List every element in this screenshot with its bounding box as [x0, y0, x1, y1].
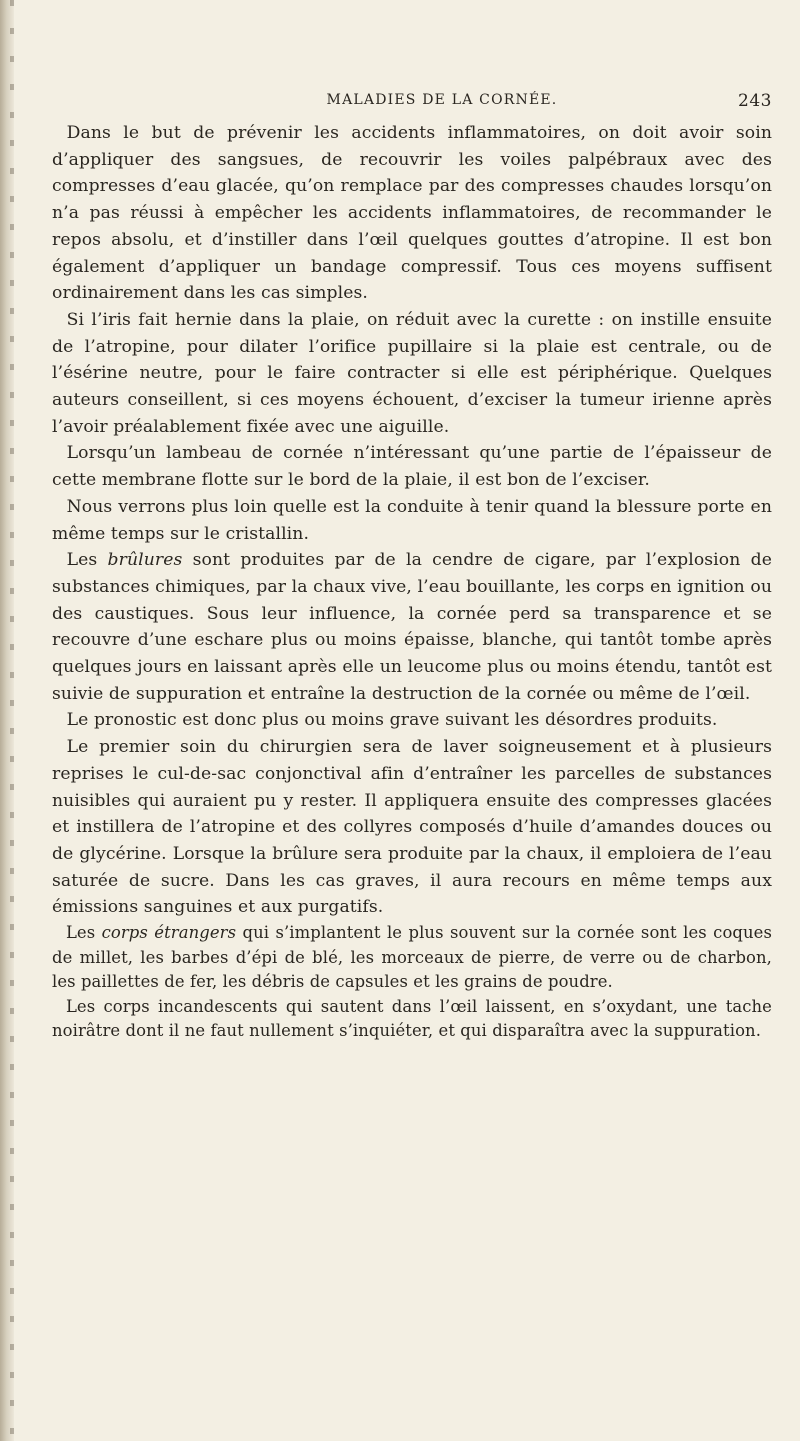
paragraph-burns [52, 547, 772, 707]
paragraph-foreign-body: qui s’implantent le plus souvent sur la cornée sont les coques de millet, les barbes d’épi de blé, les morceaux de pierre, de verre ou de charbon, les paillettes de fer, les débris de capsules et les grains de poudre. [52, 923, 772, 992]
page-number: 243 [738, 91, 772, 111]
paragraph-burns-term: brûlures [107, 550, 183, 571]
paragraph-iris-hernia: Si l’iris fait hernie dans la plaie, on réduit avec la curette : on instille ensuite de l’atropine, pour dilater l’orifice pupillaire si la plaie est centrale, ou de l’ésérine neutre, pour le faire contracter si elle est périphérique. Quelques auteurs conseillent, si ces moyens échouent, d’exciser la tumeur irienne après l’avoir préalablement fixée avec une aiguille. [52, 309, 772, 437]
paragraph-burns-lead: Les [66, 550, 98, 571]
paragraph-corneal-flap: Lorsqu’un lambeau de cornée n’intéressant qu’une partie de l’épaisseur de cette membrane flotte sur le bord de la plaie, il est bon de l’exciser. [52, 443, 772, 491]
running-header [52, 92, 772, 116]
body-text [52, 120, 772, 1044]
paragraph-foreign-term: corps étrangers [101, 923, 237, 943]
book-page [52, 92, 772, 1044]
paragraph-foreign-bodies [52, 921, 772, 995]
paragraph-prognosis: Le pronostic est donc plus ou moins grave suivant les désordres produits. [66, 710, 718, 731]
paragraph-burns-body: sont produites par de la cendre de cigare, par l’explosion de substances chimiques, par la chaux vive, l’eau bouillante, les corps en ignition ou des caustiques. Sous leur influence, la cornée perd sa transparence et se recouvre d’une eschare plus ou moins épaisse, blanche, qui tantôt tombe après quelques jours en laissant après elle un leucome plus ou moins étendu, tantôt est suivie de suppuration et entraîne la destruction de la cornée ou même de l’œil. [52, 550, 772, 704]
paragraph-foreign-lead: Les [65, 923, 96, 943]
chapter-title: MALADIES DE LA CORNÉE. [326, 92, 558, 108]
binding-stitch-marks [10, 0, 14, 1441]
paragraph-prevention: Dans le but de prévenir les accidents inflammatoires, on doit avoir soin d’appliquer des sangsues, de recouvrir les voiles palpébraux avec des compresses d’eau glacée, qu’on remplace par des compresses chaudes lorsqu’on n’a pas réussi à empêcher les accidents inflammatoires, de recommander le repos absolu, et d’instiller dans l’œil quelques gouttes d’atropine. Il est bon également d’appliquer un bandage compressif. Tous ces moyens suffisent ordinairement dans les cas simples. [52, 123, 772, 304]
paragraph-treatment: Le premier soin du chirurgien sera de laver soigneusement et à plusieurs reprises le cul-de-sac conjonctival afin d’entraîner les parcelles de substances nuisibles qui auraient pu y rester. Il appliquera ensuite des compresses glacées et instillera de l’atropine et des collyres composés d’huile d’amandes douces ou de glycérine. Lorsque la brûlure sera produite par la chaux, il emploiera de l’eau saturée de sucre. Dans les cas graves, il aura recours en même temps aux émissions sanguines et aux purgatifs. [52, 737, 772, 918]
paragraph-crystalline: Nous verrons plus loin quelle est la conduite à tenir quand la blessure porte en même temps sur le cristallin. [52, 496, 772, 544]
paragraph-incandescent: Les corps incandescents qui sautent dans l’œil laissent, en s’oxydant, une tache noirâtre dont il ne faut nullement s’inquiéter, et qui disparaîtra avec la suppuration. [52, 996, 772, 1041]
